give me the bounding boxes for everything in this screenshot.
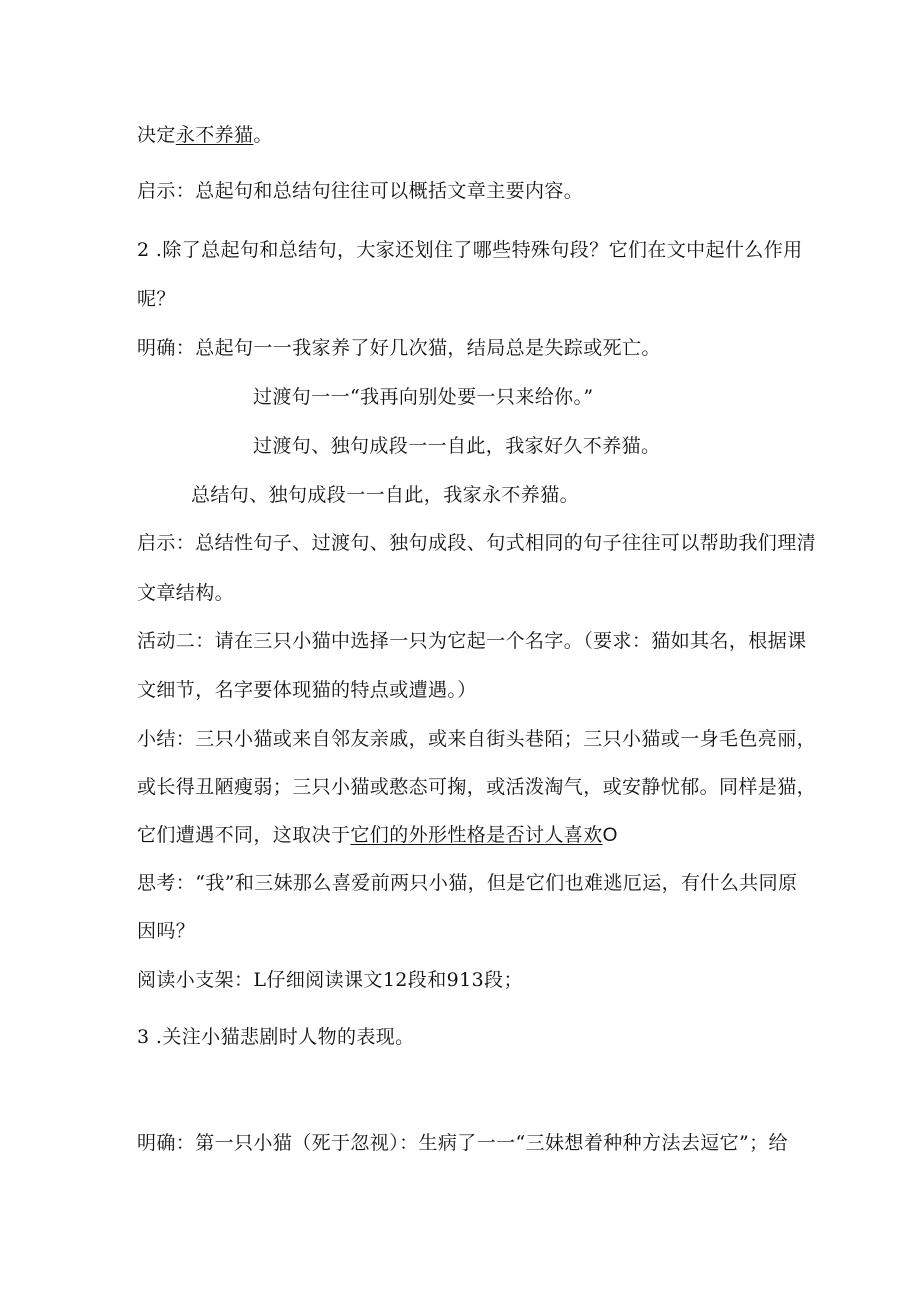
activity-2-line-1: 活动二：请在三只小猫中选择一只为它起一个名字。（要求：猫如其名，根据课	[137, 630, 807, 652]
line-1-prefix: 决定	[137, 124, 176, 146]
underlined-phrase-never-keep-cats: 永不养猫	[175, 124, 254, 146]
question-2-line-1: 2 .除了总起句和总结句，大家还划住了哪些特殊句段？它们在文中起什么作用	[137, 239, 803, 261]
underlined-phrase-appearance: 它们的外形性格是否讨人喜欢	[350, 824, 603, 846]
think-line-1: 思考：“我”和三妹那么喜爱前两只小猫，但是它们也难逃厄运，有什么共同原	[137, 872, 798, 894]
item-3-line: 3 .关注小猫悲剧时人物的表现。	[137, 1026, 415, 1048]
activity-2-line-2: 文细节，名字要体现猫的特点或遭遇。）	[137, 679, 477, 701]
summary-line-3	[137, 822, 618, 849]
summary-line-3-prefix: 它们遭遇不同，这取决于	[137, 824, 351, 846]
insight-2-line-2: 文章结构。	[137, 582, 235, 604]
answer-line-1: 明确：总起句一一我家养了好几次猫，结局总是失踪或死亡。	[137, 337, 661, 359]
question-2-line-2: 呢？	[137, 288, 176, 310]
paragraph-line-1	[137, 122, 273, 148]
answer-first-kitten-line: 明确：第一只小猫（死于忽视）：生病了一一“三妹想着种种方法去逗它”；给	[137, 1132, 788, 1154]
line-1-suffix: 。	[253, 124, 273, 146]
reading-scaffold-line: 阅读小支架：L仔细阅读课文12段和913段；	[137, 969, 523, 991]
insight-2-line-1: 启示：总结性句子、过渡句、独句成段、句式相同的句子往往可以帮助我们理清	[137, 532, 817, 554]
summary-line-1: 小结：三只小猫或来自邻友亲戚，或来自街头巷陌；三只小猫或一身毛色亮丽，	[137, 728, 817, 750]
insight-line-1: 启示：总起句和总结句往往可以概括文章主要内容。	[137, 180, 584, 202]
answer-line-4: 总结句、独句成段一一自此，我家永不养猫。	[191, 484, 580, 506]
summary-line-2: 或长得丑陋瘦弱；三只小猫或憨态可掬，或活泼淘气，或安静忧郁。同样是猫，	[137, 776, 817, 798]
think-line-2: 因吗？	[137, 920, 196, 942]
summary-line-3-suffix: O	[602, 825, 618, 846]
answer-line-2: 过渡句一一“我再向别处要一只来给你。”	[253, 386, 594, 408]
answer-line-3: 过渡句、独句成段一一自此，我家好久不养猫。	[253, 435, 661, 457]
